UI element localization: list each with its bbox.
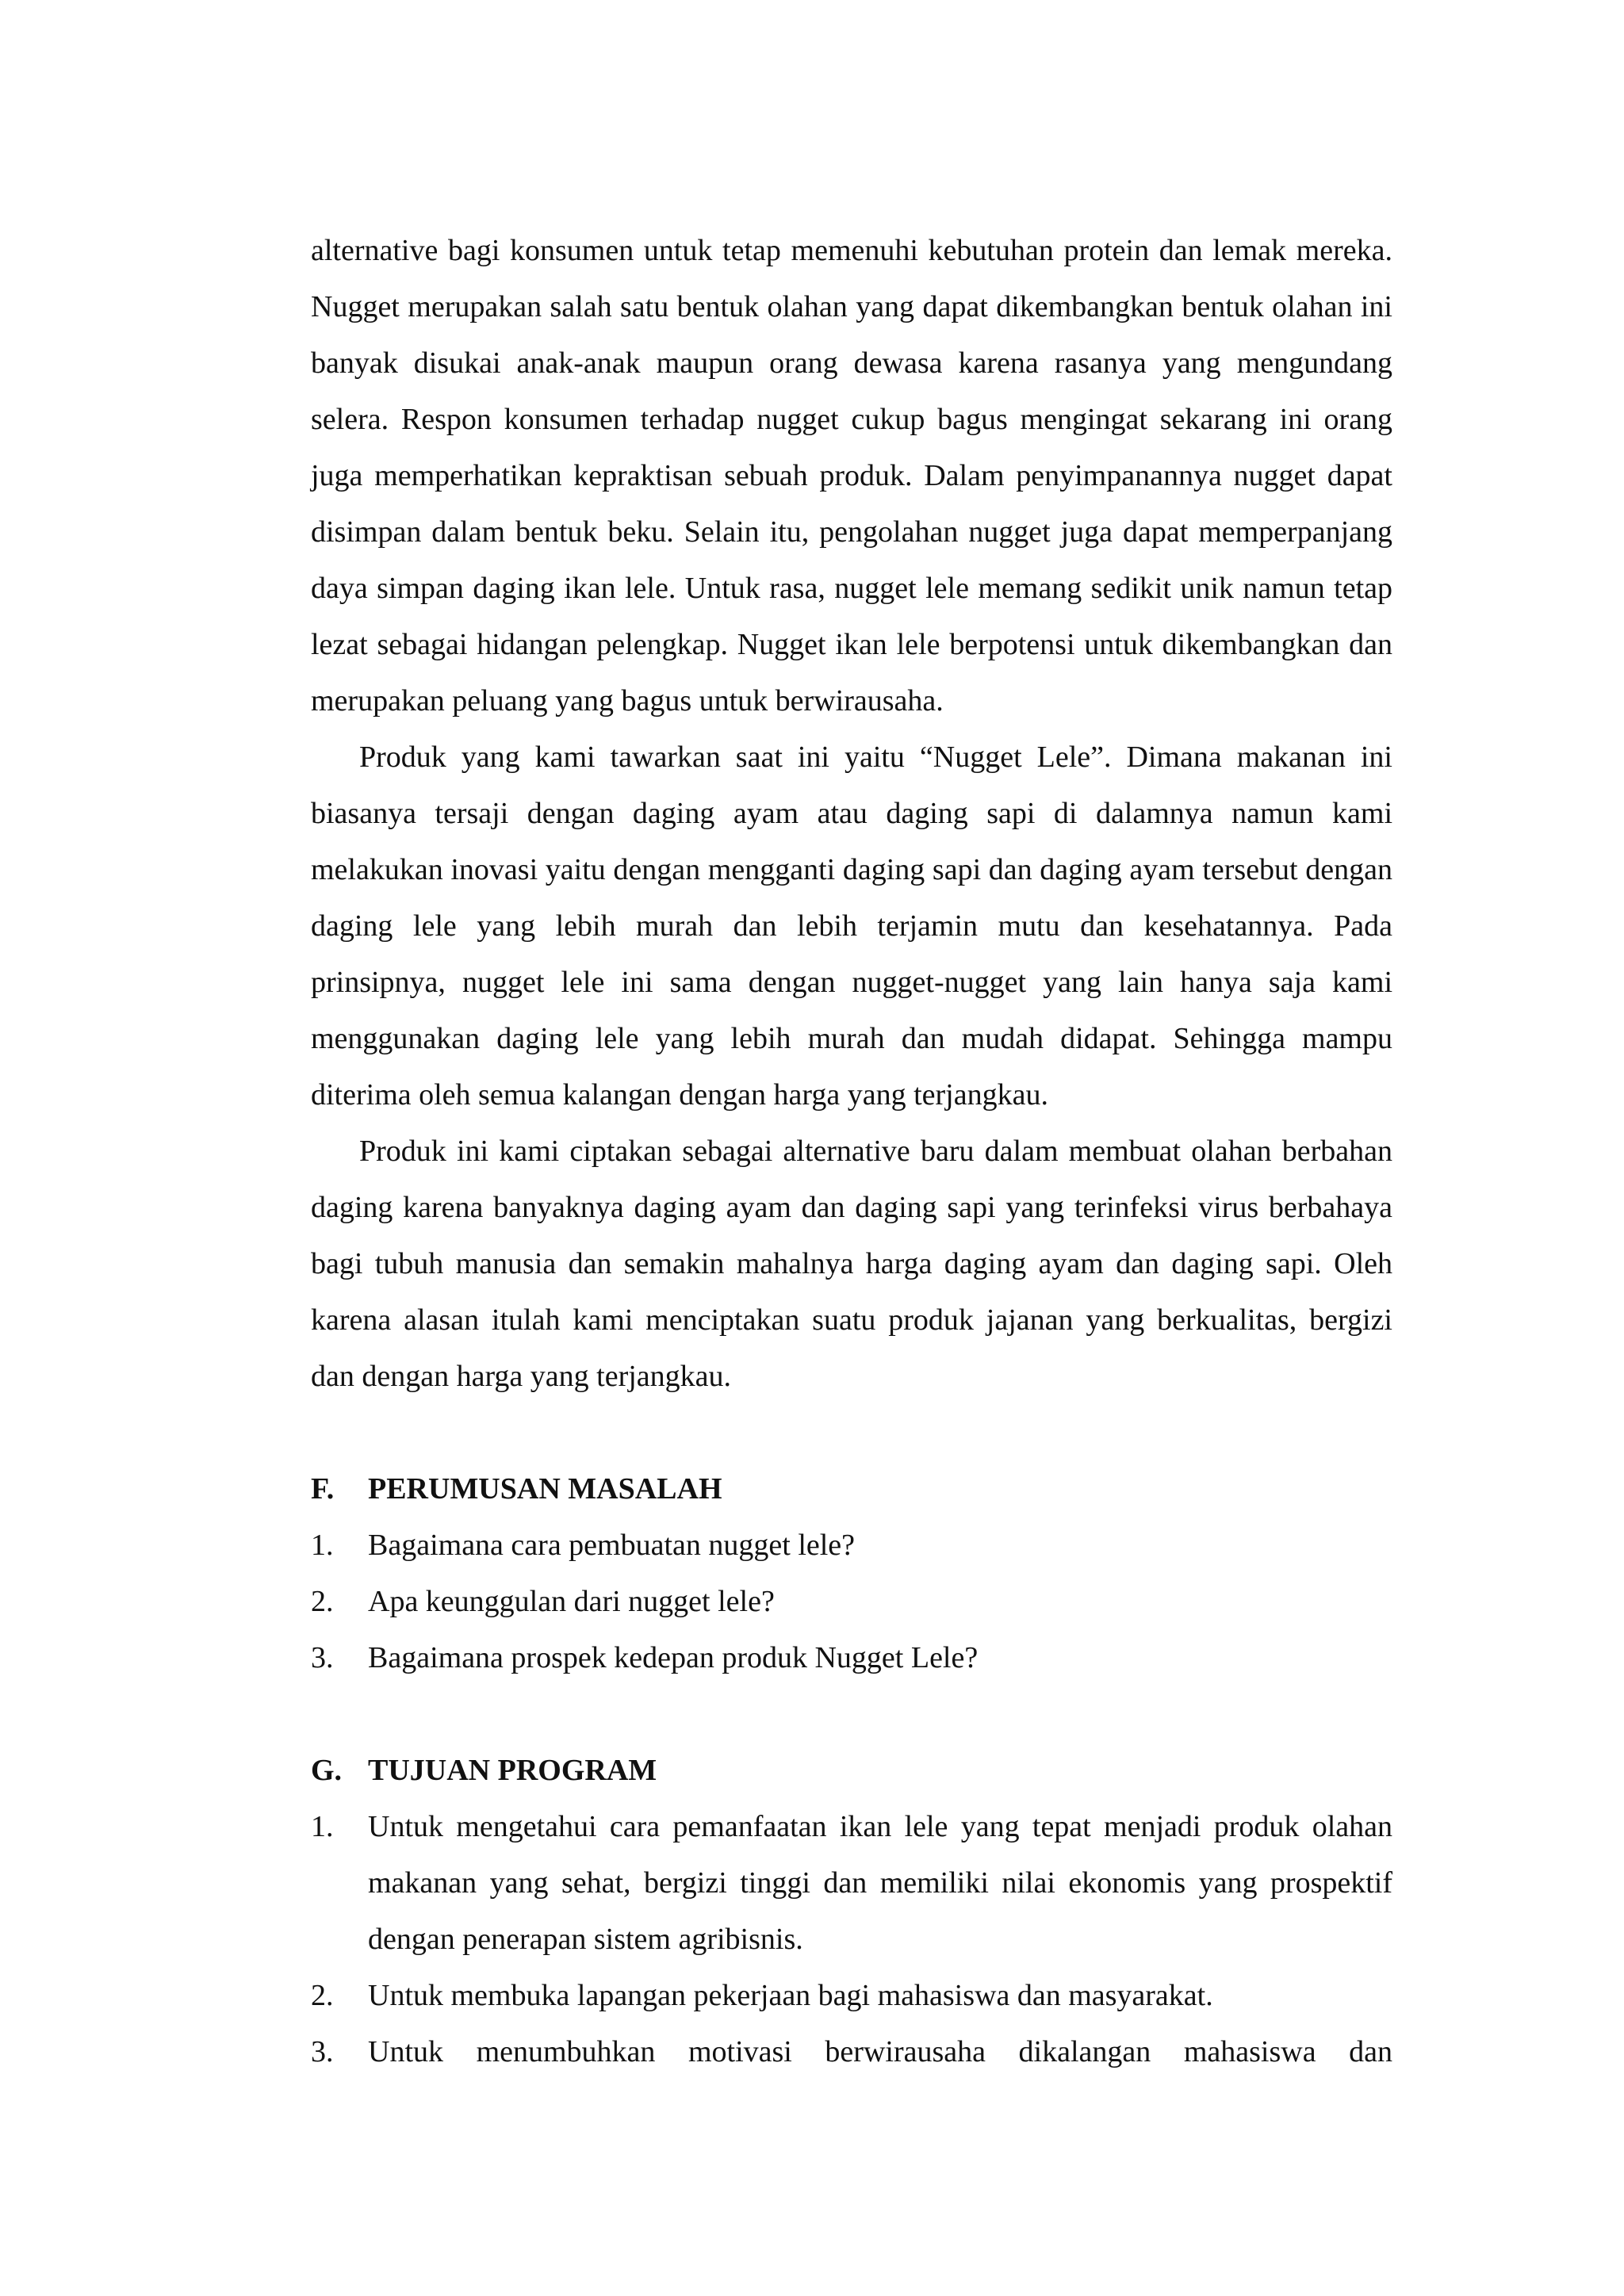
tujuan-program-list [311,1799,1392,2080]
body-paragraph: Produk yang kami tawarkan saat ini yaitu “Nugget Lele”. Dimana makanan ini biasanya tersaji dengan daging ayam atau daging sapi di dalamnya namun kami melakukan inovasi yaitu dengan mengganti daging sapi dan daging ayam tersebut dengan daging lele yang lebih murah dan lebih terjamin mutu dan kesehatannya. Pada prinsipnya, nugget lele ini sama dengan nugget-nugget yang lain hanya saja kami menggunakan daging lele yang lebih murah dan mudah didapat. Sehingga mampu diterima oleh semua kalangan dengan harga yang terjangkau. [311,740,1392,1112]
page-content [311,223,1392,2080]
section-heading-perumusan-masalah [311,1461,1392,1517]
list-number: 1. [311,1810,334,1843]
list-item [311,1630,1392,1686]
list-text: Untuk membuka lapangan pekerjaan bagi mahasiswa dan masyarakat. [368,1979,1213,2012]
list-item [311,1574,1392,1630]
list-number: 3. [311,1641,334,1674]
list-text: Apa keunggulan dari nugget lele? [368,1585,775,1618]
list-item [311,1968,1392,2024]
list-number: 2. [311,1585,334,1618]
body-paragraph: Produk ini kami ciptakan sebagai alternative baru dalam membuat olahan berbahan daging karena banyaknya daging ayam dan daging sapi yang terinfeksi virus berbahaya bagi tubuh manusia dan semakin mahalnya harga daging ayam dan daging sapi. Oleh karena alasan itulah kami menciptakan suatu produk jajanan yang berkualitas, bergizi dan dengan harga yang terjangkau. [311,1135,1392,1393]
list-text: Untuk menumbuhkan motivasi berwirausaha dikalangan mahasiswa dan [368,2035,1392,2068]
section-letter: G. [311,1754,343,1787]
section-title: PERUMUSAN MASALAH [368,1472,722,1506]
section-title: TUJUAN PROGRAM [368,1754,657,1787]
list-number: 2. [311,1979,334,2012]
list-text: Untuk mengetahui cara pemanfaatan ikan lele yang tepat menjadi produk olahan makanan yang sehat, bergizi tinggi dan memiliki nilai ekonomis yang prospektif dengan penerapan sistem agribisnis. [368,1810,1392,1956]
list-text: Bagaimana cara pembuatan nugget lele? [368,1529,856,1562]
section-letter: F. [311,1472,335,1506]
body-paragraph: alternative bagi konsumen untuk tetap memenuhi kebutuhan protein dan lemak mereka. Nugget merupakan salah satu bentuk olahan yang dapat dikembangkan bentuk olahan ini banyak disukai anak-anak maupun orang dewasa karena rasanya yang mengundang selera. Respon konsumen terhadap nugget cukup bagus mengingat sekarang ini orang juga memperhatikan kepraktisan sebuah produk. Dalam penyimpanannya nugget dapat disimpan dalam bentuk beku. Selain itu, pengolahan nugget juga dapat memperpanjang daya simpan daging ikan lele. Untuk rasa, nugget lele memang sedikit unik namun tetap lezat sebagai hidangan pelengkap. Nugget ikan lele berpotensi untuk dikembangkan dan merupakan peluang yang bagus untuk berwirausaha. [311,234,1392,718]
list-number: 1. [311,1529,334,1562]
list-item [311,2024,1392,2080]
section-heading-tujuan-program [311,1743,1392,1799]
list-text: Bagaimana prospek kedepan produk Nugget Lele? [368,1641,979,1674]
list-item [311,1799,1392,1968]
list-number: 3. [311,2035,334,2068]
perumusan-masalah-list [311,1517,1392,1686]
list-item [311,1517,1392,1574]
